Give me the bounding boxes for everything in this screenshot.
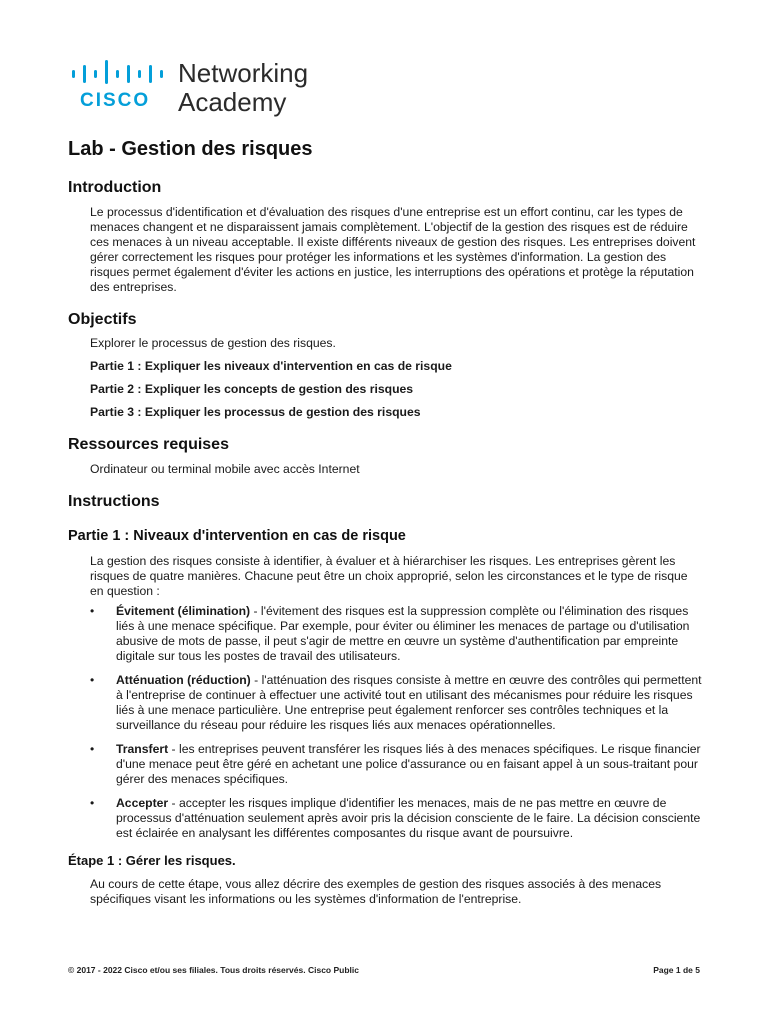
risk-response-list (90, 604, 702, 850)
list-item (90, 796, 702, 841)
logo-line-networking: Networking (178, 58, 309, 88)
logo-brand-word: CISCO (80, 90, 151, 111)
bullet-text: - l'évitement des risques est la suppression complète ou l'élimination des risques liés à une menace spécifique. Par exemple, pour éviter ou éliminer les menaces de partage ou d'utilisation abusive de mots de passe, il peut s'agir de mettre en œuvre un système d'authentification par empreinte digitale sur tous les postes de travail des utilisateurs. (116, 604, 690, 663)
list-item (90, 673, 702, 733)
bullet-icon: • (90, 604, 95, 618)
cisco-bars-icon (72, 60, 168, 84)
list-item (90, 742, 702, 787)
part1-intro: La gestion des risques consiste à identifier, à évaluer et à hiérarchiser les risques. Les entreprises gèrent les risques de quatre manières. Chacune peut être un choix approprié, selon les circonstances et le type de risque en question : (90, 554, 688, 598)
introduction-text: Le processus d'identification et d'évaluation des risques d'une entreprise est un effort continu, car les types de menaces changent et ne disparaissent jamais complètement. L'objectif de la gestion des risques est de réduire ces menaces à un niveau acceptable. Il existe différents niveaux de gestion des risques. Les entreprises doivent gérer correctement les risques pour protéger les informations et les systèmes d'information. La gestion des risques permet également d'éviter les actions en justice, les interruptions des opérations et protège la réputation des entreprises. (90, 205, 696, 294)
step1-text: Au cours de cette étape, vous allez décrire des exemples de gestion des risques associés à des menaces spécifiques visant les informations ou les systèmes d'information de l'entreprise. (90, 877, 662, 906)
footer-page-number: Page 1 de 5 (653, 965, 700, 975)
ressources-text: Ordinateur ou terminal mobile avec accès Internet (90, 462, 360, 476)
bullet-text: - accepter les risques implique d'identifier les menaces, mais de ne pas mettre en œuvre de processus d'atténuation seulement après avoir pris la décision consciente de le faire. La décision consciente est éclairée en analysant les différentes composantes du risque avant de poursuivre. (116, 796, 701, 840)
bullet-icon: • (90, 673, 95, 687)
objectifs-heading: Objectifs (68, 311, 137, 328)
step1-heading: Étape 1 : Gérer les risques. (68, 853, 236, 868)
bullet-icon: • (90, 742, 95, 756)
instructions-heading: Instructions (68, 493, 160, 510)
list-item (90, 604, 702, 664)
cisco-networking-academy-logo (72, 58, 332, 118)
logo-line-academy: Academy (178, 87, 287, 117)
objectif-part-1: Partie 1 : Expliquer les niveaux d'intervention en cas de risque (90, 359, 452, 373)
bullet-term: Transfert (116, 742, 169, 756)
objectif-part-3: Partie 3 : Expliquer les processus de gestion des risques (90, 405, 421, 419)
bullet-term: Accepter (116, 796, 169, 810)
part1-heading: Partie 1 : Niveaux d'intervention en cas de risque (68, 528, 406, 544)
ressources-heading: Ressources requises (68, 436, 229, 453)
introduction-heading: Introduction (68, 179, 162, 196)
bullet-text: - les entreprises peuvent transférer les risques liés à des menaces spécifiques. Le risque financier d'une menace peut être géré en achetant une police d'assurance ou en faisant appel à un sous-traitant pour gérer des menaces spécifiques. (116, 742, 701, 786)
page-title: Lab - Gestion des risques (68, 138, 313, 160)
objectif-part-2: Partie 2 : Expliquer les concepts de gestion des risques (90, 382, 414, 396)
bullet-text: - l'atténuation des risques consiste à mettre en œuvre des contrôles qui permettent à l'entreprise de continuer à effectuer une activité tout en utilisant des mécanismes pour réduire les risques liés à une menace particulière. Une entreprise peut également renforcer ses contrôles techniques et la surveillance du réseau pour réduire les risques liés aux menaces opérationnelles. (116, 673, 702, 732)
bullet-term: Évitement (élimination) (116, 604, 251, 618)
bullet-icon: • (90, 796, 95, 810)
bullet-term: Atténuation (réduction) (116, 673, 251, 687)
objectifs-intro: Explorer le processus de gestion des risques. (90, 336, 336, 350)
footer-copyright: © 2017 - 2022 Cisco et/ou ses filiales. Tous droits réservés. Cisco Public (68, 965, 359, 975)
